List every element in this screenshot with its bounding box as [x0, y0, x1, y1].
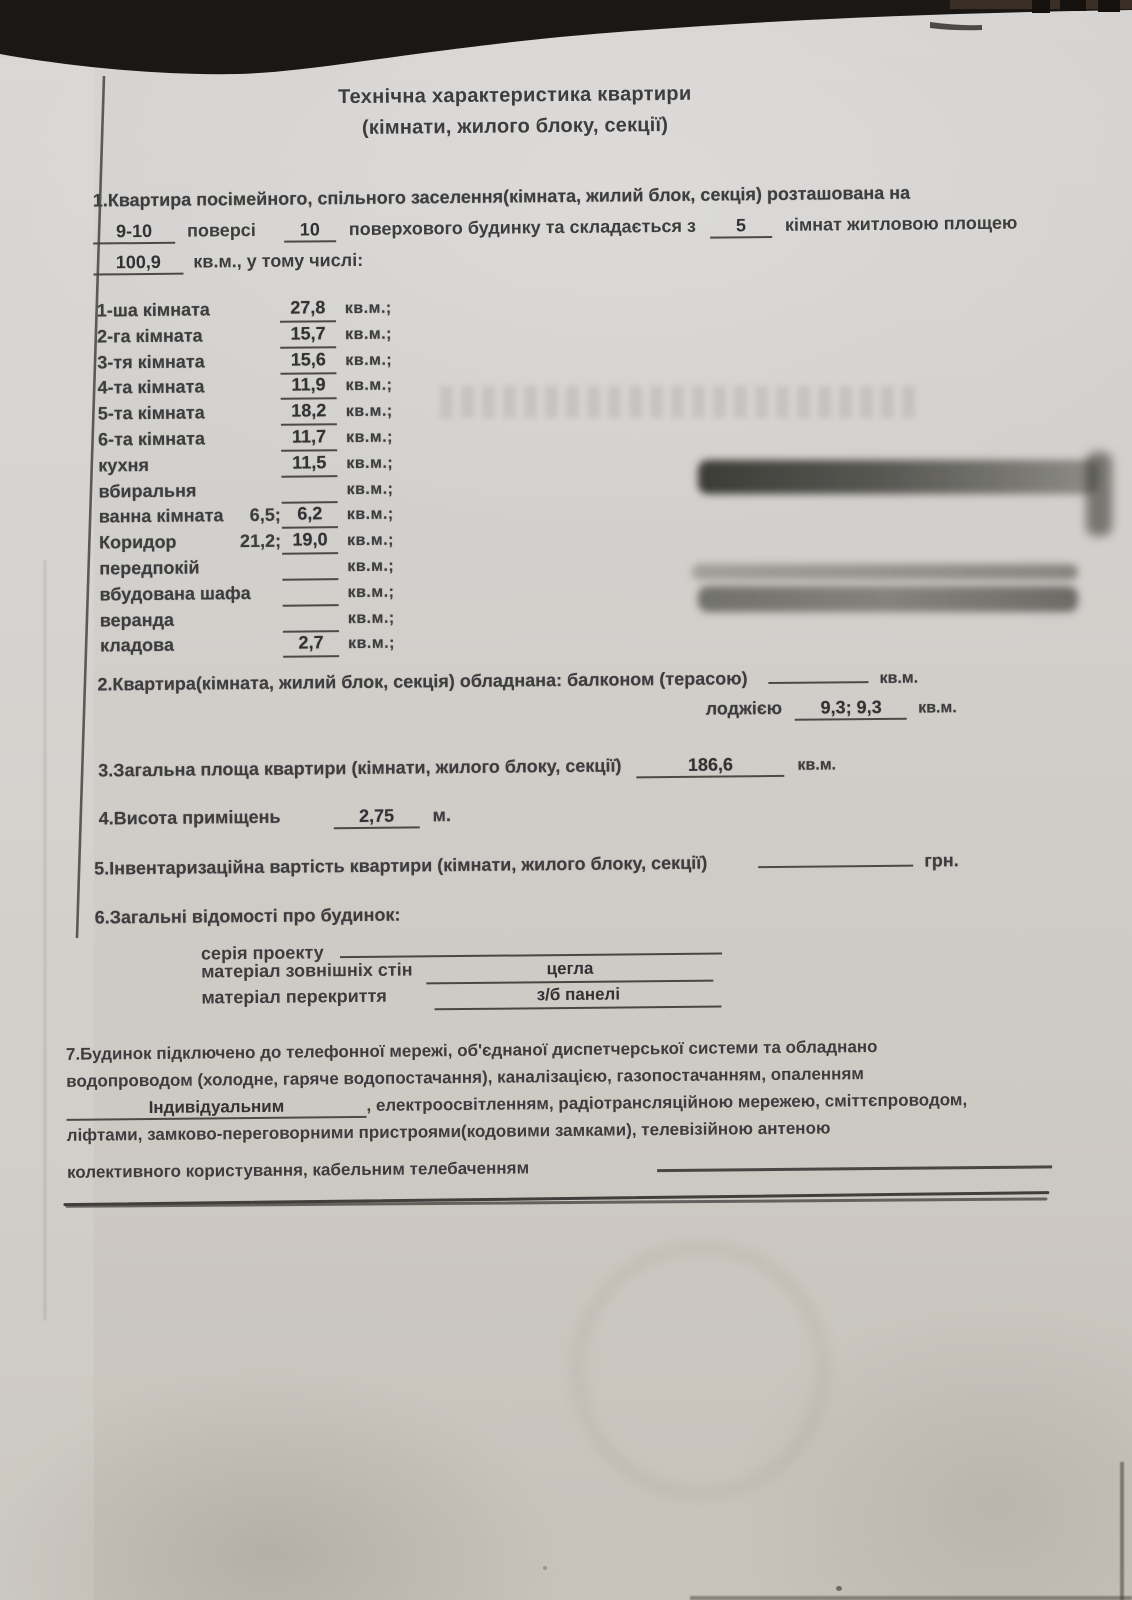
section-7-line-4: ліфтами, замково-переговорними пристроями(кодовими замками), телевізійною антеною — [66, 1118, 831, 1145]
room-label: передпокій — [99, 557, 200, 579]
balcony-unit: кв.м. — [879, 669, 919, 687]
room-label: веранда — [99, 609, 175, 631]
room-area-value: 19,0 — [282, 529, 338, 555]
top-fold-tail — [930, 22, 982, 30]
section-4-label: 4.Висота приміщень — [98, 806, 281, 829]
section-1-text: 1.Квартира посімейного, спільного заселення(кімната, жилий блок, секція) розташована на — [92, 182, 911, 211]
rooms-count-value: 5 — [710, 215, 772, 239]
project-series-label: серія проекту — [200, 942, 324, 964]
room-area-unit: кв.м.; — [345, 428, 394, 447]
room-area-value: 11,7 — [281, 426, 337, 452]
room-area-unit: кв.м.; — [345, 377, 393, 395]
room-area-unit: кв.м.; — [345, 402, 393, 421]
section-6-heading: 6.Загальні відомості про будинок: — [94, 904, 401, 928]
section-2-text: 2.Квартира(кімната, жилий блок, секція) обладнана: балконом (терасою) — [97, 668, 748, 695]
height-unit: м. — [432, 805, 451, 826]
room-label: кладова — [99, 635, 175, 656]
room-label: 6-та кімната — [97, 428, 206, 450]
room-label: 4-та кімната — [97, 376, 205, 398]
room-label: Коридор — [98, 531, 177, 553]
height-value: 2,75 — [333, 805, 419, 829]
inventory-unit: грн. — [924, 850, 959, 871]
section-7-line-3-rest: , електроосвітленням, радіотрансляційною мережею, сміттєпроводом, — [366, 1090, 968, 1115]
room-label: ванна кімната — [98, 505, 224, 527]
room-area-unit: кв.м.; — [346, 480, 394, 498]
loggia-label: лоджією — [705, 697, 783, 719]
section-3-label: 3.Загальна площа квартири (кімнати, жилого блоку, секції) — [98, 755, 622, 781]
room-label: вбудована шафа — [99, 582, 251, 605]
room-area-value: 27,8 — [280, 297, 336, 323]
room-area-value: 6,2 — [282, 504, 338, 530]
title-line-1: Технічна характеристика квартири — [337, 82, 692, 109]
section-7-line-5-text: колективного користування, кабельним телебаченням — [66, 1158, 530, 1182]
title-line-2: (кімнати, жилого блоку, секції) — [361, 113, 669, 139]
room-area-unit: кв.м.; — [347, 609, 395, 627]
section-1-line-3-end: кв.м., у тому числі: — [193, 249, 364, 272]
loggia-value: 9,3; 9,3 — [795, 697, 907, 721]
living-area-value: 100,9 — [93, 252, 183, 276]
room-area-unit: кв.м.; — [347, 635, 396, 653]
section-7-line-1: 7.Будинок підключено до телефонної мережі, об'єднаної диспетчерської системи та обладнано — [65, 1037, 878, 1064]
room-label: вбиральня — [98, 480, 197, 502]
floors-value: 9-10 — [93, 221, 175, 245]
room-area-value: 15,7 — [280, 323, 336, 349]
total-area-value: 186,6 — [636, 754, 784, 778]
room-label: 5-та кімната — [97, 402, 205, 424]
left-fold-line — [77, 76, 104, 938]
room-area-value: 15,6 — [280, 349, 336, 375]
room-label: 3-тя кімната — [97, 351, 205, 373]
room-label: 1-ша кімната — [96, 299, 210, 321]
room-area-value: 11,9 — [280, 375, 336, 401]
room-area-value: 2,7 — [283, 633, 339, 659]
floors-word: поверсі — [186, 219, 256, 241]
section-7-line-2: водопроводом (холодне, гаряче водопостачання), каналізацією, газопостачанням, опаленням — [66, 1064, 864, 1091]
section-1-line-2-end: кімнат житловою площею — [784, 212, 1018, 235]
storeys-value: 10 — [284, 219, 336, 242]
total-area-unit: кв.м. — [797, 756, 837, 774]
room-crossed-value: 6,5; — [249, 505, 281, 526]
room-area-unit: кв.м.; — [346, 531, 395, 550]
wall-material-label: матеріал зовнішніх стін — [201, 959, 413, 982]
room-area-unit: кв.м.; — [346, 454, 394, 472]
room-area-unit: кв.м.; — [344, 299, 392, 318]
room-area-unit: кв.м.; — [346, 506, 394, 524]
top-fold-shadow — [0, 0, 1132, 74]
room-area-unit: кв.м.; — [345, 351, 393, 369]
room-area-unit: кв.м.; — [347, 557, 395, 576]
wall-material-value: цегла — [426, 958, 713, 985]
room-area-unit: кв.м.; — [344, 325, 393, 343]
floor-material-value: з/б панелі — [435, 984, 722, 1011]
room-label: 2-га кімната — [96, 325, 203, 347]
room-area-unit: кв.м.; — [347, 583, 395, 601]
loggia-unit: кв.м. — [918, 699, 957, 717]
floor-material-label: матеріал перекриття — [201, 985, 387, 1008]
section-5-label: 5.Інвентаризаційна вартість квартири (кімнати, жилого блоку, секції) — [94, 852, 708, 879]
room-area-value: 18,2 — [281, 400, 337, 426]
room-crossed-value: 21,2; — [239, 530, 282, 552]
room-label: кухня — [98, 454, 150, 476]
heating-type-value: Індивідуальним — [66, 1096, 366, 1121]
section-1-line-2-mid: поверхового будинку та складається з — [348, 215, 697, 240]
room-area-value: 11,5 — [281, 452, 337, 478]
top-right-marks — [1032, 0, 1120, 13]
